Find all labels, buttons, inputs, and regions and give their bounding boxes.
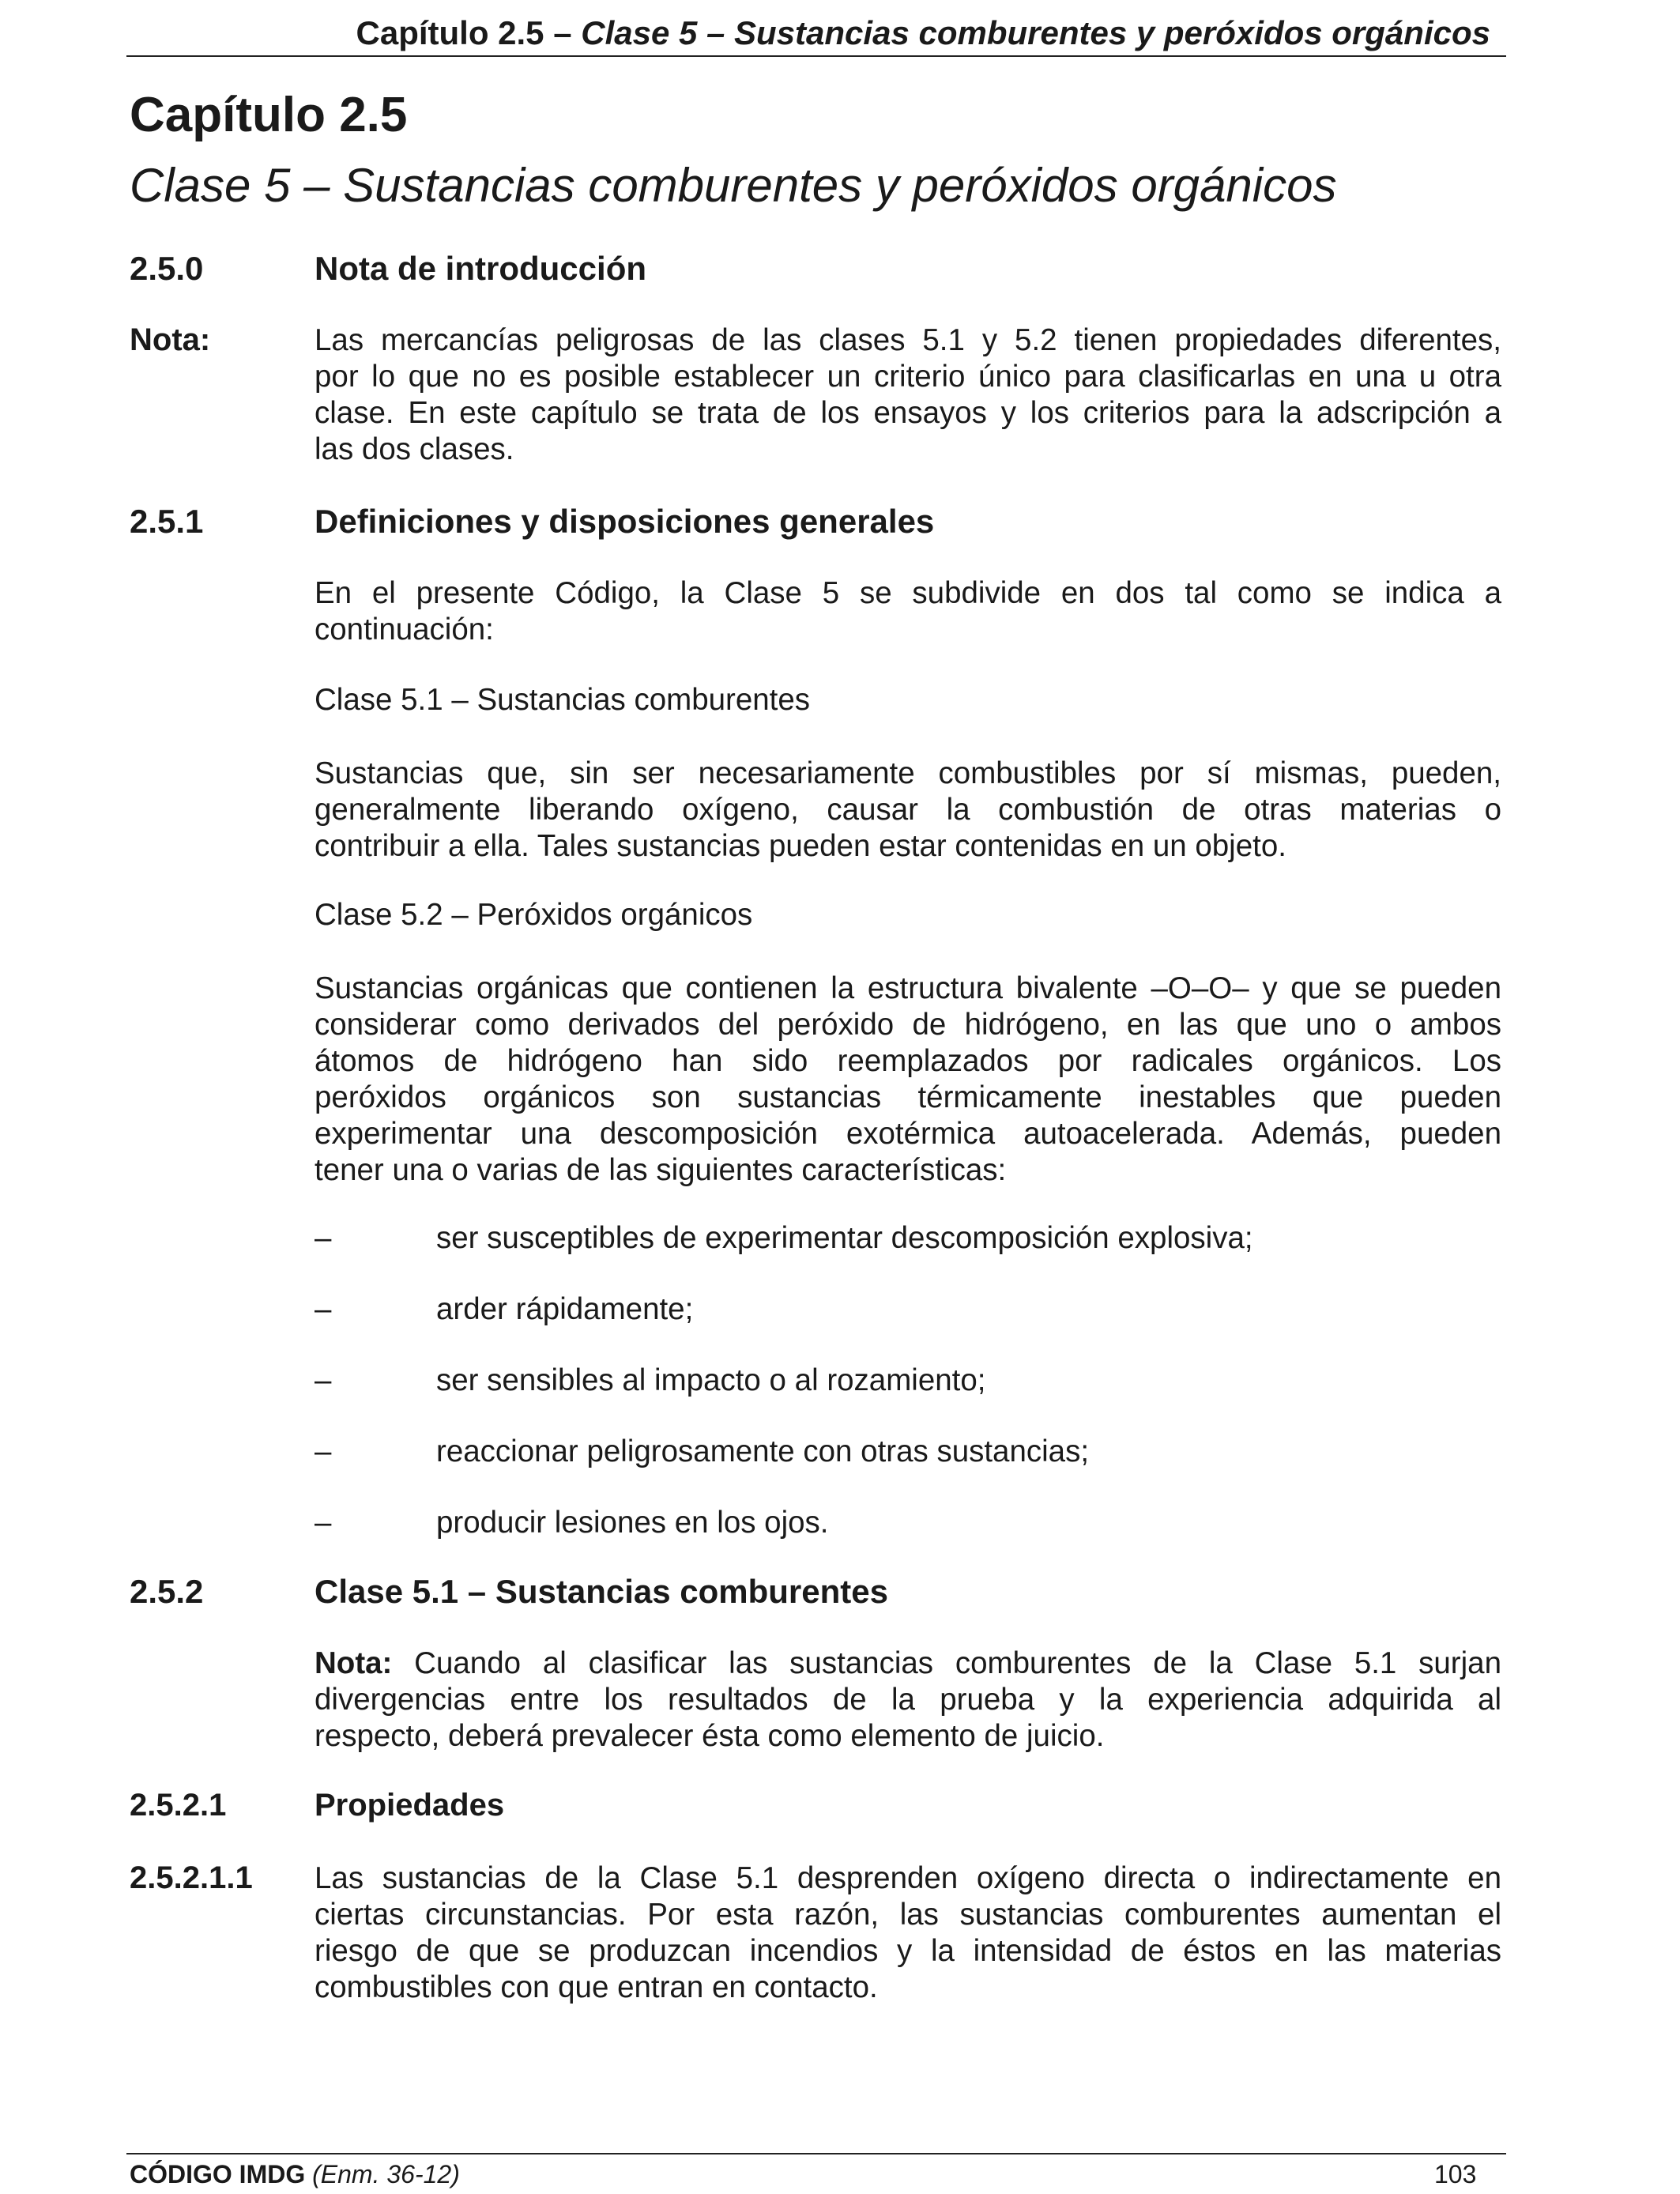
class51-definition [315, 756, 1501, 865]
section-number-2-5-2: 2.5.2 [130, 1573, 204, 1610]
text-line: Sustancias orgánicas que contienen la estructura bivalente –O–O– y que se pueden [315, 971, 1501, 1005]
class51-title: Clase 5.1 – Sustancias comburentes [315, 683, 811, 717]
section-number-2-5-1: 2.5.1 [130, 503, 204, 540]
text-line: experimentar una descomposición exotérmica autoacelerada. Además, pueden [315, 1117, 1501, 1151]
class52-definition [315, 971, 1501, 1189]
properties-paragraph [315, 1860, 1501, 2006]
text-line: respecto, deberá prevalecer ésta como elemento de juicio. [315, 1719, 1105, 1753]
intro-note [315, 322, 1501, 468]
bullet-dash: – [315, 1292, 332, 1326]
text-line: contribuir a ella. Tales sustancias pueden estar contenidas en un objeto. [315, 829, 1286, 863]
text-line: divergencias entre los resultados de la prueba y la experiencia adquirida al [315, 1683, 1501, 1717]
text-line: Sustancias que, sin ser necesariamente combustibles por sí mismas, pueden, [315, 756, 1501, 790]
bullet-dash: – [315, 1221, 332, 1255]
section-title-2-5-0: Nota de introducción [315, 250, 646, 287]
running-header-chapter: Capítulo 2.5 – [356, 14, 572, 51]
text-line: considerar como derivados del peróxido de hidrógeno, en las que uno o ambos [315, 1008, 1501, 1042]
bullet-dash: – [315, 1434, 332, 1468]
text-line: peróxidos orgánicos son sustancias térmicamente inestables que pueden [315, 1080, 1501, 1114]
running-header [356, 14, 1491, 52]
text-line: ciertas circunstancias. Por esta razón, las sustancias comburentes aumentan el [315, 1898, 1501, 1932]
bullet-item: ser sensibles al impacto o al rozamiento; [436, 1363, 986, 1397]
bullet-dash: – [315, 1363, 332, 1397]
bullet-item: reaccionar peligrosamente con otras sustancias; [436, 1434, 1090, 1468]
text-line: Las sustancias de la Clase 5.1 desprenden oxígeno directa o indirectamente en [315, 1861, 1501, 1895]
page-number: 103 [1434, 2160, 1477, 2188]
chapter-number: Capítulo 2.5 [130, 88, 408, 142]
running-header-title: Clase 5 – Sustancias comburentes y peróxidos orgánicos [581, 14, 1490, 51]
bullet-item: ser susceptibles de experimentar descomposición explosiva; [436, 1221, 1253, 1255]
class5-intro [315, 575, 1501, 648]
text-line: tener una o varias de las siguientes características: [315, 1153, 1007, 1187]
text-line: En el presente Código, la Clase 5 se subdivide en dos tal como se indica a [315, 576, 1501, 610]
footer-code-name: CÓDIGO IMDG [130, 2160, 306, 2188]
header-rule [126, 55, 1506, 57]
text-line: por lo que no es posible establecer un criterio único para clasificarlas en una u otra [315, 360, 1501, 394]
section-title-2-5-1: Definiciones y disposiciones generales [315, 503, 935, 540]
bullet-dash: – [315, 1506, 332, 1540]
text-line: generalmente liberando oxígeno, causar la combustión de otras materias o [315, 793, 1501, 827]
bullet-item: arder rápidamente; [436, 1292, 694, 1326]
section-number-2-5-2-1: 2.5.2.1 [130, 1788, 227, 1823]
note-label-inline: Nota: [315, 1646, 393, 1680]
text-line [315, 1646, 1501, 1682]
chapter-title: Clase 5 – Sustancias comburentes y peróxidos orgánicos [130, 159, 1337, 212]
class52-title: Clase 5.2 – Peróxidos orgánicos [315, 898, 753, 932]
footer-rule [126, 2153, 1506, 2154]
text-line: átomos de hidrógeno han sido reemplazados por radicales orgánicos. Los [315, 1044, 1501, 1078]
text-line: riesgo de que se produzcan incendios y la intensidad de éstos en las materias [315, 1934, 1501, 1968]
section-number-2-5-2-1-1: 2.5.2.1.1 [130, 1860, 253, 1895]
text-line: Las mercancías peligrosas de las clases 5.1 y 5.2 tienen propiedades diferentes, [315, 323, 1501, 357]
footer-edition: (Enm. 36-12) [312, 2160, 460, 2188]
text-line: combustibles con que entran en contacto. [315, 1970, 878, 2004]
footer-code [130, 2160, 460, 2189]
text-line: clase. En este capítulo se trata de los ensayos y los criterios para la adscripción a [315, 396, 1501, 430]
note-label: Nota: [130, 322, 211, 357]
section-title-2-5-2-1: Propiedades [315, 1788, 505, 1823]
class51-note [315, 1646, 1501, 1755]
bullet-item: producir lesiones en los ojos. [436, 1506, 829, 1540]
section-number-2-5-0: 2.5.0 [130, 250, 204, 287]
note-first-line: Cuando al clasificar las sustancias comburentes de la Clase 5.1 surjan [392, 1646, 1501, 1680]
section-title-2-5-2: Clase 5.1 – Sustancias comburentes [315, 1573, 888, 1610]
text-line: continuación: [315, 613, 494, 647]
text-line: las dos clases. [315, 432, 514, 466]
